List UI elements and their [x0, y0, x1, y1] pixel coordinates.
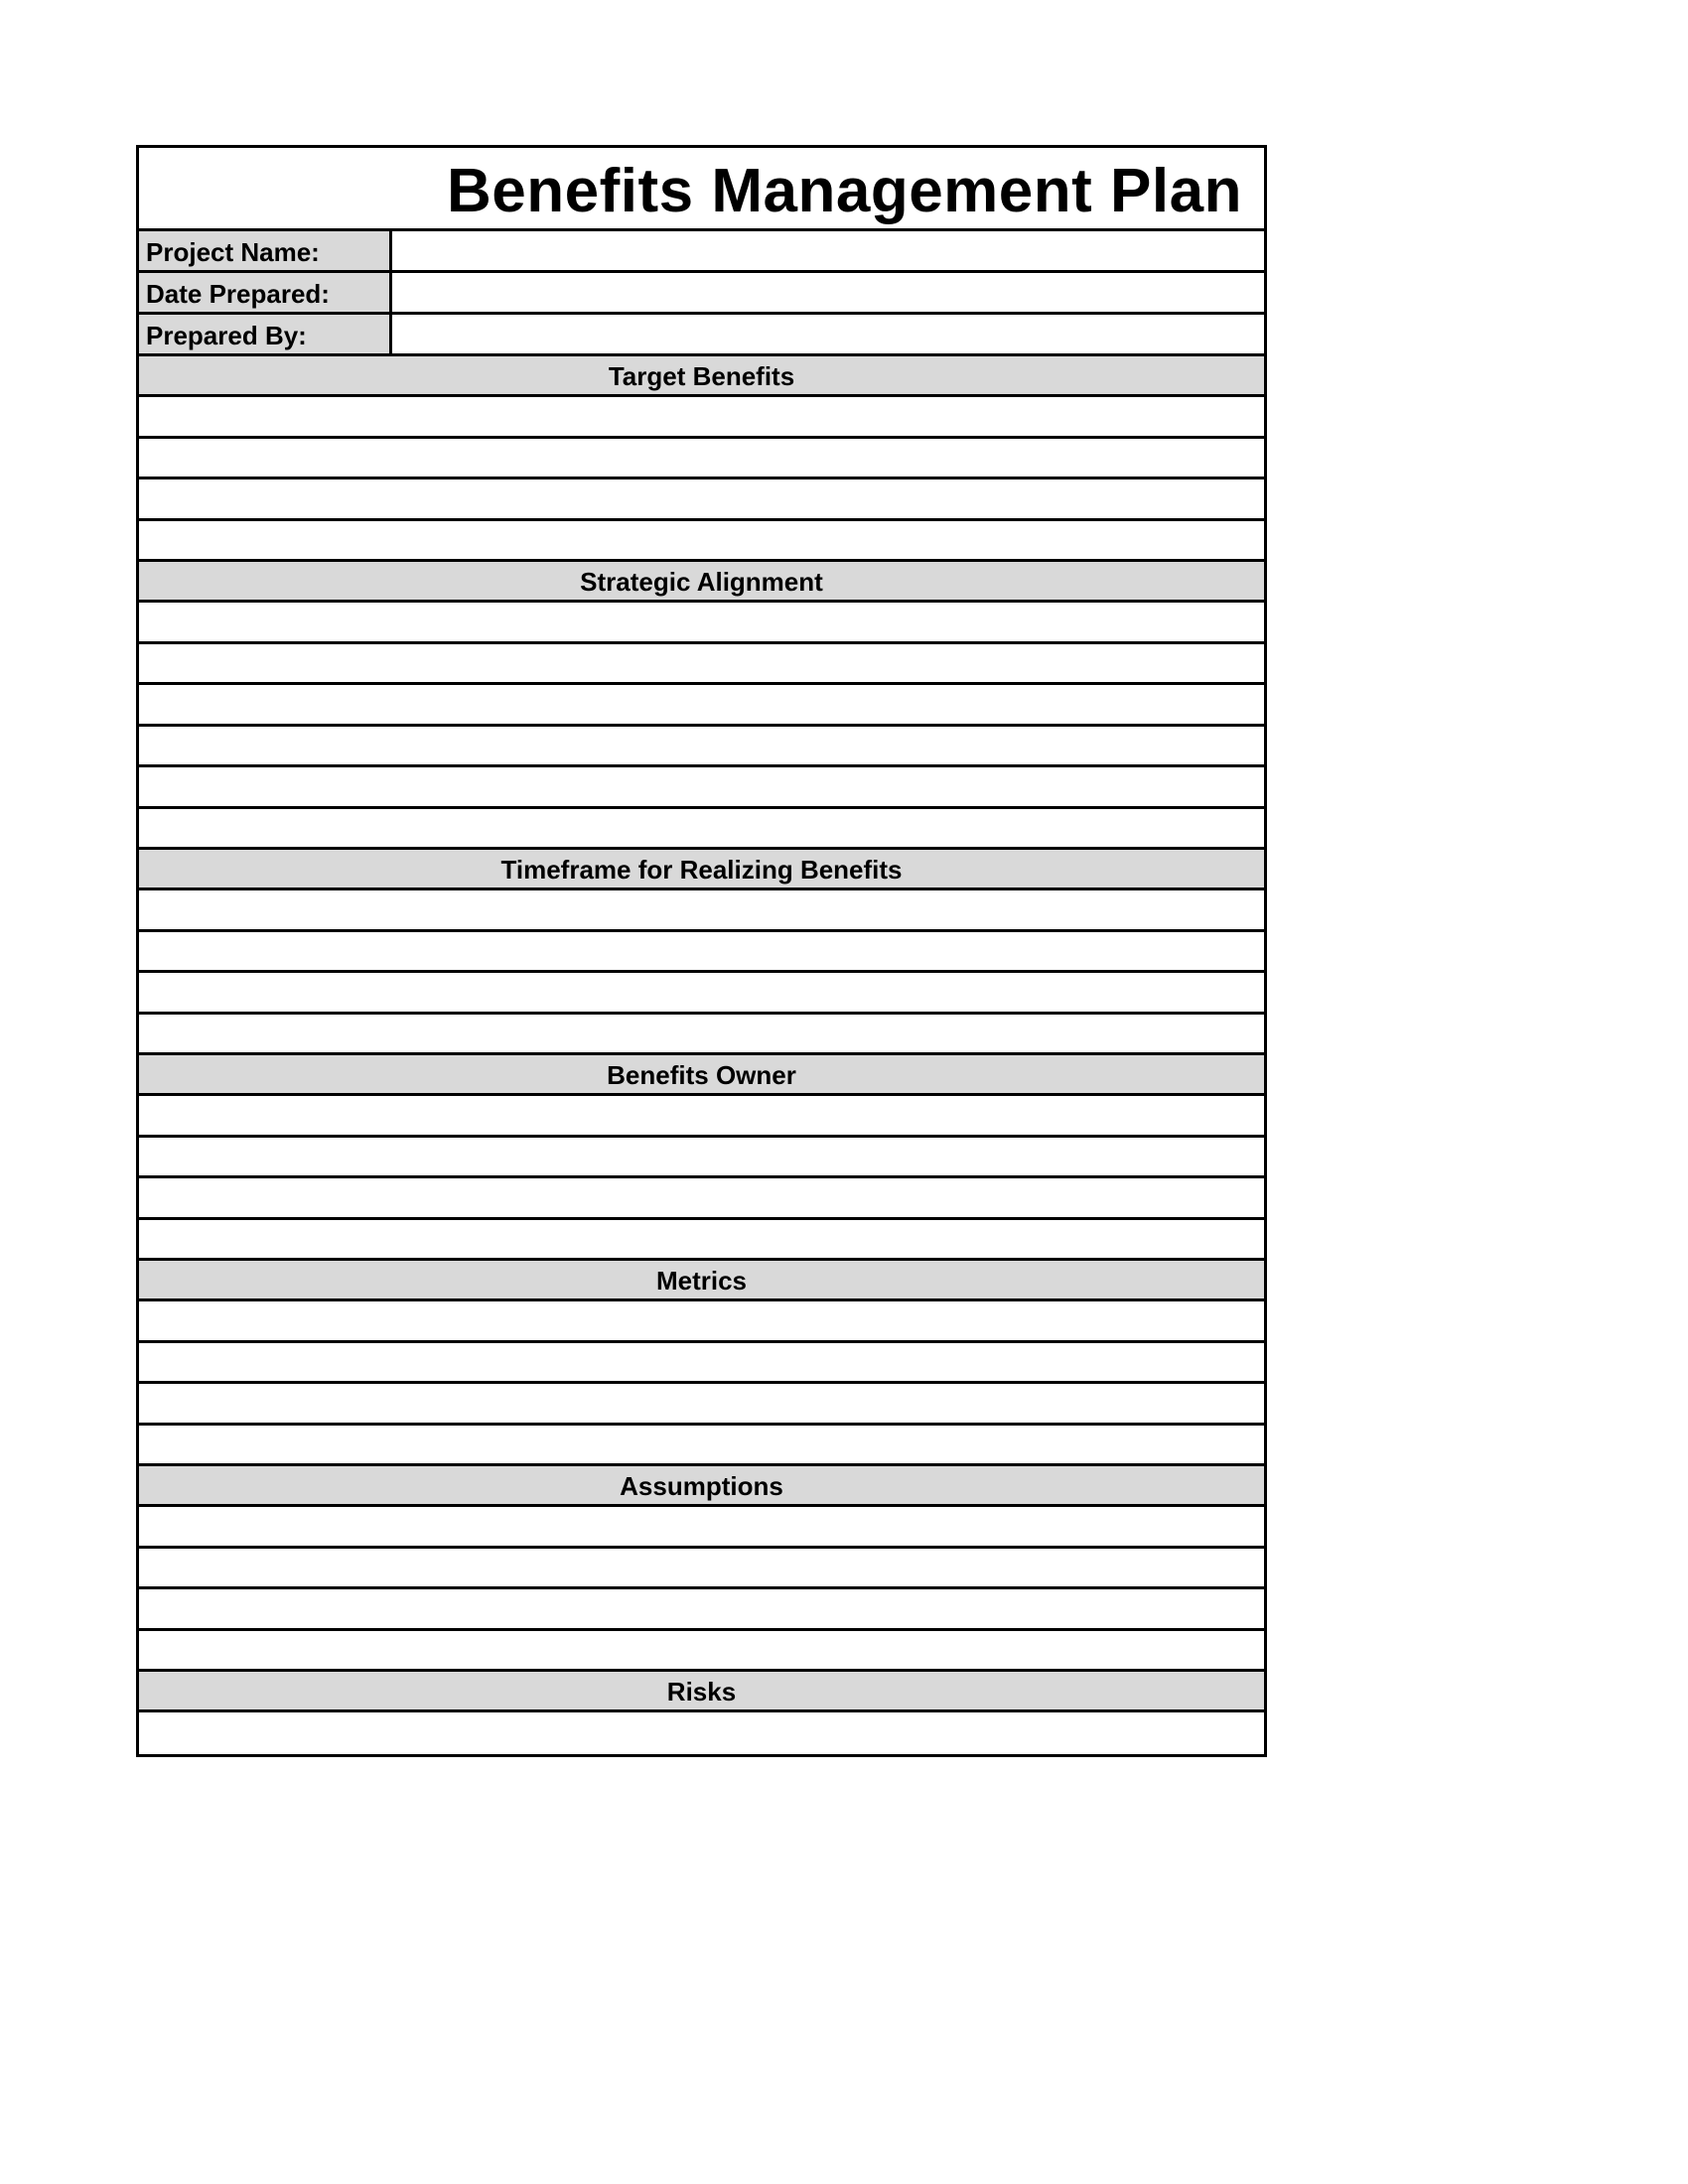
- section-header: Target Benefits: [139, 356, 1264, 397]
- info-row: [139, 315, 1264, 356]
- entry-row[interactable]: [139, 727, 1264, 768]
- entry-row[interactable]: [139, 1631, 1264, 1673]
- entry-row[interactable]: [139, 479, 1264, 521]
- title-row: [139, 148, 1264, 231]
- entry-row[interactable]: [139, 439, 1264, 480]
- entry-row[interactable]: [139, 1384, 1264, 1426]
- entry-row[interactable]: [139, 1549, 1264, 1590]
- sections: [139, 356, 1264, 1754]
- entry-row[interactable]: [139, 521, 1264, 563]
- entry-row[interactable]: [139, 603, 1264, 644]
- section-header: Strategic Alignment: [139, 562, 1264, 603]
- entry-row[interactable]: [139, 809, 1264, 851]
- entry-row[interactable]: [139, 890, 1264, 932]
- section-header: Assumptions: [139, 1466, 1264, 1507]
- entry-row[interactable]: [139, 767, 1264, 809]
- entry-row[interactable]: [139, 932, 1264, 974]
- entry-row[interactable]: [139, 1301, 1264, 1343]
- entry-row[interactable]: [139, 1426, 1264, 1467]
- entry-row[interactable]: [139, 1507, 1264, 1549]
- entry-row[interactable]: [139, 397, 1264, 439]
- section-header: Benefits Owner: [139, 1055, 1264, 1096]
- info-value-field[interactable]: [392, 315, 1264, 353]
- info-fields: [139, 231, 1264, 356]
- entry-row[interactable]: [139, 644, 1264, 686]
- info-row: [139, 231, 1264, 273]
- info-value-field[interactable]: [392, 231, 1264, 270]
- info-label: Date Prepared:: [139, 273, 392, 312]
- info-value-field[interactable]: [392, 273, 1264, 312]
- entry-row[interactable]: [139, 1589, 1264, 1631]
- entry-row[interactable]: [139, 1712, 1264, 1754]
- entry-row[interactable]: [139, 1343, 1264, 1385]
- info-row: [139, 273, 1264, 315]
- info-label: Project Name:: [139, 231, 392, 270]
- form-title: Benefits Management Plan: [447, 157, 1242, 225]
- section-header: Risks: [139, 1672, 1264, 1712]
- entry-row[interactable]: [139, 1220, 1264, 1262]
- section-header: Metrics: [139, 1261, 1264, 1301]
- benefits-management-plan-form: [136, 145, 1267, 1757]
- entry-row[interactable]: [139, 1096, 1264, 1138]
- entry-row[interactable]: [139, 685, 1264, 727]
- entry-row[interactable]: [139, 973, 1264, 1015]
- entry-row[interactable]: [139, 1178, 1264, 1220]
- section-header: Timeframe for Realizing Benefits: [139, 850, 1264, 890]
- info-label: Prepared By:: [139, 315, 392, 353]
- entry-row[interactable]: [139, 1015, 1264, 1056]
- entry-row[interactable]: [139, 1138, 1264, 1179]
